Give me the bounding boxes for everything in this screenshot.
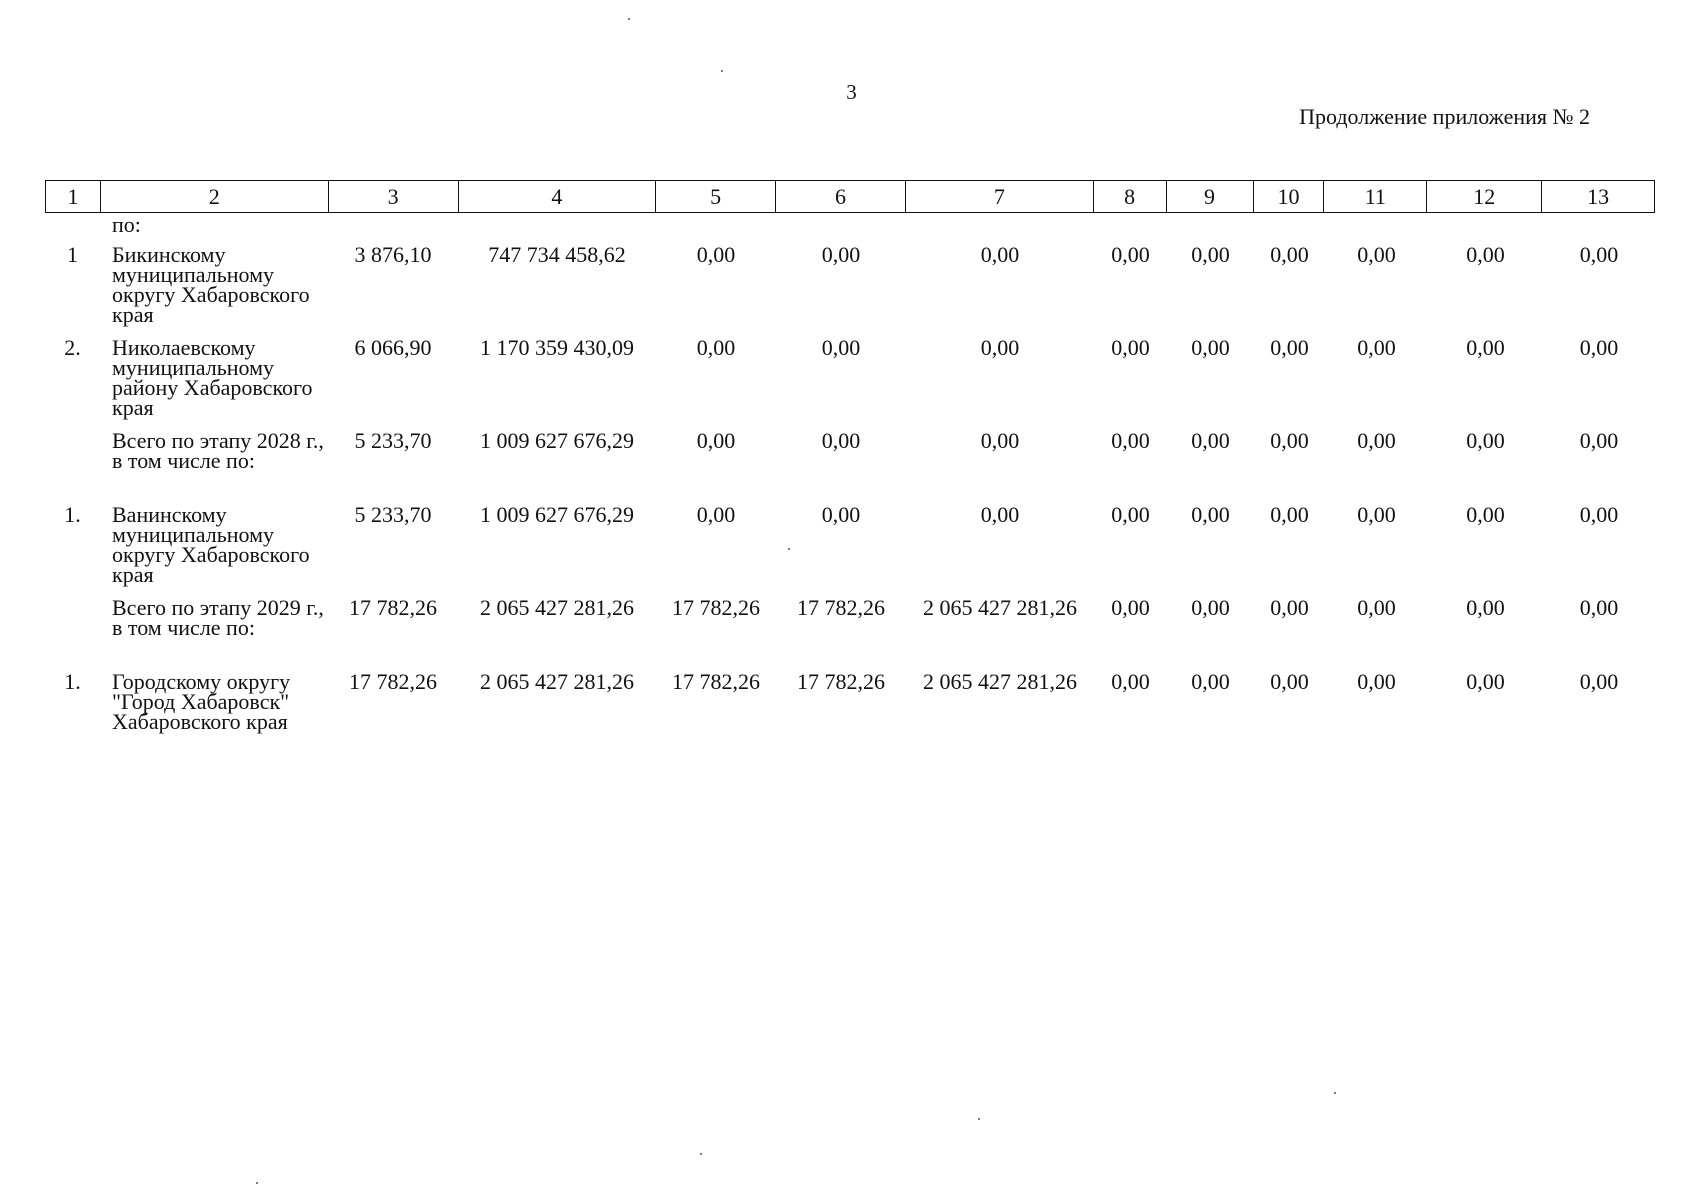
continuation-title: Продолжение приложения № 2	[1299, 104, 1590, 129]
scan-speck	[978, 1118, 980, 1120]
row-name: по:	[112, 212, 141, 237]
cell-col-8: 0,00	[1111, 669, 1150, 694]
table-header-row	[45, 180, 1655, 213]
cell-col-8: 0,00	[1111, 428, 1150, 453]
header-cell-4: 4	[459, 181, 657, 212]
cell-col-6: 17 782,26	[797, 669, 885, 694]
header-cell-11: 11	[1324, 181, 1427, 212]
cell-col-12: 0,00	[1466, 502, 1505, 527]
table-row	[45, 595, 1655, 672]
row-name: Городскому округу "Город Хабаровск" Хабаровского края	[112, 669, 291, 734]
table-row	[45, 212, 1655, 245]
cell-col-5: 0,00	[696, 242, 736, 267]
header-cell-10: 10	[1254, 181, 1325, 212]
cell-col-7: 0,00	[980, 242, 1020, 267]
cell-col-13: 0,00	[1579, 242, 1619, 267]
cell-col-3: 5 233,70	[354, 502, 432, 527]
cell-col-13: 0,00	[1579, 669, 1619, 694]
page-number: 3	[846, 80, 857, 104]
header-cell-12: 12	[1427, 181, 1542, 212]
cell-col-13: 0,00	[1579, 595, 1619, 620]
header-cell-8: 8	[1094, 181, 1167, 212]
cell-col-7: 0,00	[980, 428, 1020, 453]
cell-col-10: 0,00	[1270, 595, 1309, 620]
cell-col-5: 0,00	[696, 502, 736, 527]
cell-col-4: 2 065 427 281,26	[480, 669, 634, 694]
cell-col-10: 0,00	[1270, 335, 1309, 360]
cell-col-12: 0,00	[1466, 669, 1505, 694]
cell-col-13: 0,00	[1579, 428, 1619, 453]
cell-col-12: 0,00	[1466, 242, 1505, 267]
header-cell-2: 2	[101, 181, 329, 212]
header-cell-5: 5	[656, 181, 776, 212]
cell-col-6: 0,00	[821, 242, 861, 267]
scan-speck	[628, 18, 630, 20]
cell-col-9: 0,00	[1191, 428, 1230, 453]
cell-col-6: 0,00	[821, 335, 861, 360]
cell-col-4: 1 170 359 430,09	[480, 335, 634, 360]
cell-col-8: 0,00	[1111, 595, 1150, 620]
table-row	[45, 335, 1655, 431]
cell-col-9: 0,00	[1191, 669, 1230, 694]
cell-col-4: 2 065 427 281,26	[480, 595, 634, 620]
cell-col-3: 5 233,70	[354, 428, 432, 453]
cell-col-3: 17 782,26	[349, 669, 437, 694]
cell-col-8: 0,00	[1111, 242, 1150, 267]
cell-col-11: 0,00	[1357, 335, 1396, 360]
cell-col-7: 0,00	[980, 335, 1020, 360]
cell-col-13: 0,00	[1579, 502, 1619, 527]
cell-col-5: 0,00	[696, 428, 736, 453]
cell-col-3: 3 876,10	[354, 242, 432, 267]
cell-col-9: 0,00	[1191, 595, 1230, 620]
cell-col-6: 0,00	[821, 428, 861, 453]
cell-col-5: 17 782,26	[672, 595, 760, 620]
cell-col-6: 0,00	[821, 502, 861, 527]
row-index: 2.	[64, 335, 81, 360]
row-name: Всего по этапу 2028 г., в том числе по:	[112, 428, 324, 473]
row-index: 1.	[64, 669, 81, 694]
cell-col-3: 17 782,26	[349, 595, 437, 620]
scan-speck	[1334, 1092, 1336, 1094]
scan-speck	[788, 548, 790, 550]
row-name: Бикинскому муниципальному округу Хабаровского края	[112, 242, 310, 327]
scan-speck	[256, 1182, 258, 1184]
cell-col-11: 0,00	[1357, 502, 1396, 527]
table-row	[45, 502, 1655, 598]
cell-col-10: 0,00	[1270, 502, 1309, 527]
row-index: 1	[67, 242, 78, 267]
cell-col-11: 0,00	[1357, 595, 1396, 620]
header-cell-6: 6	[776, 181, 906, 212]
cell-col-12: 0,00	[1466, 335, 1505, 360]
cell-col-8: 0,00	[1111, 335, 1150, 360]
header-cell-13: 13	[1587, 183, 1610, 209]
cell-col-11: 0,00	[1357, 428, 1396, 453]
cell-col-7: 0,00	[980, 502, 1020, 527]
cell-col-9: 0,00	[1191, 335, 1230, 360]
cell-col-9: 0,00	[1191, 502, 1230, 527]
row-name: Николаевскому муниципальному району Хабаровского края	[112, 335, 313, 420]
cell-col-4: 1 009 627 676,29	[480, 428, 634, 453]
scan-speck	[721, 70, 723, 72]
cell-col-7: 2 065 427 281,26	[923, 669, 1077, 694]
row-index: 1.	[64, 502, 81, 527]
table-row	[45, 669, 1655, 742]
header-cell-7: 7	[906, 181, 1094, 212]
cell-col-11: 0,00	[1357, 242, 1396, 267]
cell-col-10: 0,00	[1270, 428, 1309, 453]
cell-col-4: 747 734 458,62	[488, 242, 626, 267]
header-cell-3: 3	[329, 181, 459, 212]
header-cell-9: 9	[1167, 181, 1254, 212]
cell-col-5: 0,00	[696, 335, 736, 360]
cell-col-10: 0,00	[1270, 669, 1309, 694]
cell-col-8: 0,00	[1111, 502, 1150, 527]
header-cell-1: 1	[46, 181, 101, 212]
scan-speck	[700, 1153, 702, 1155]
row-name: Всего по этапу 2029 г., в том числе по:	[112, 595, 324, 640]
row-name: Ванинскому муниципальному округу Хабаровского края	[112, 502, 310, 587]
cell-col-7: 2 065 427 281,26	[923, 595, 1077, 620]
cell-col-5: 17 782,26	[672, 669, 760, 694]
cell-col-9: 0,00	[1191, 242, 1230, 267]
cell-col-4: 1 009 627 676,29	[480, 502, 634, 527]
cell-col-12: 0,00	[1466, 595, 1505, 620]
table-body	[45, 212, 1655, 742]
table-row	[45, 242, 1655, 338]
table-row	[45, 428, 1655, 505]
cell-col-12: 0,00	[1466, 428, 1505, 453]
cell-col-6: 17 782,26	[797, 595, 885, 620]
cell-col-10: 0,00	[1270, 242, 1309, 267]
cell-col-11: 0,00	[1357, 669, 1396, 694]
cell-col-3: 6 066,90	[354, 335, 432, 360]
cell-col-13: 0,00	[1579, 335, 1619, 360]
